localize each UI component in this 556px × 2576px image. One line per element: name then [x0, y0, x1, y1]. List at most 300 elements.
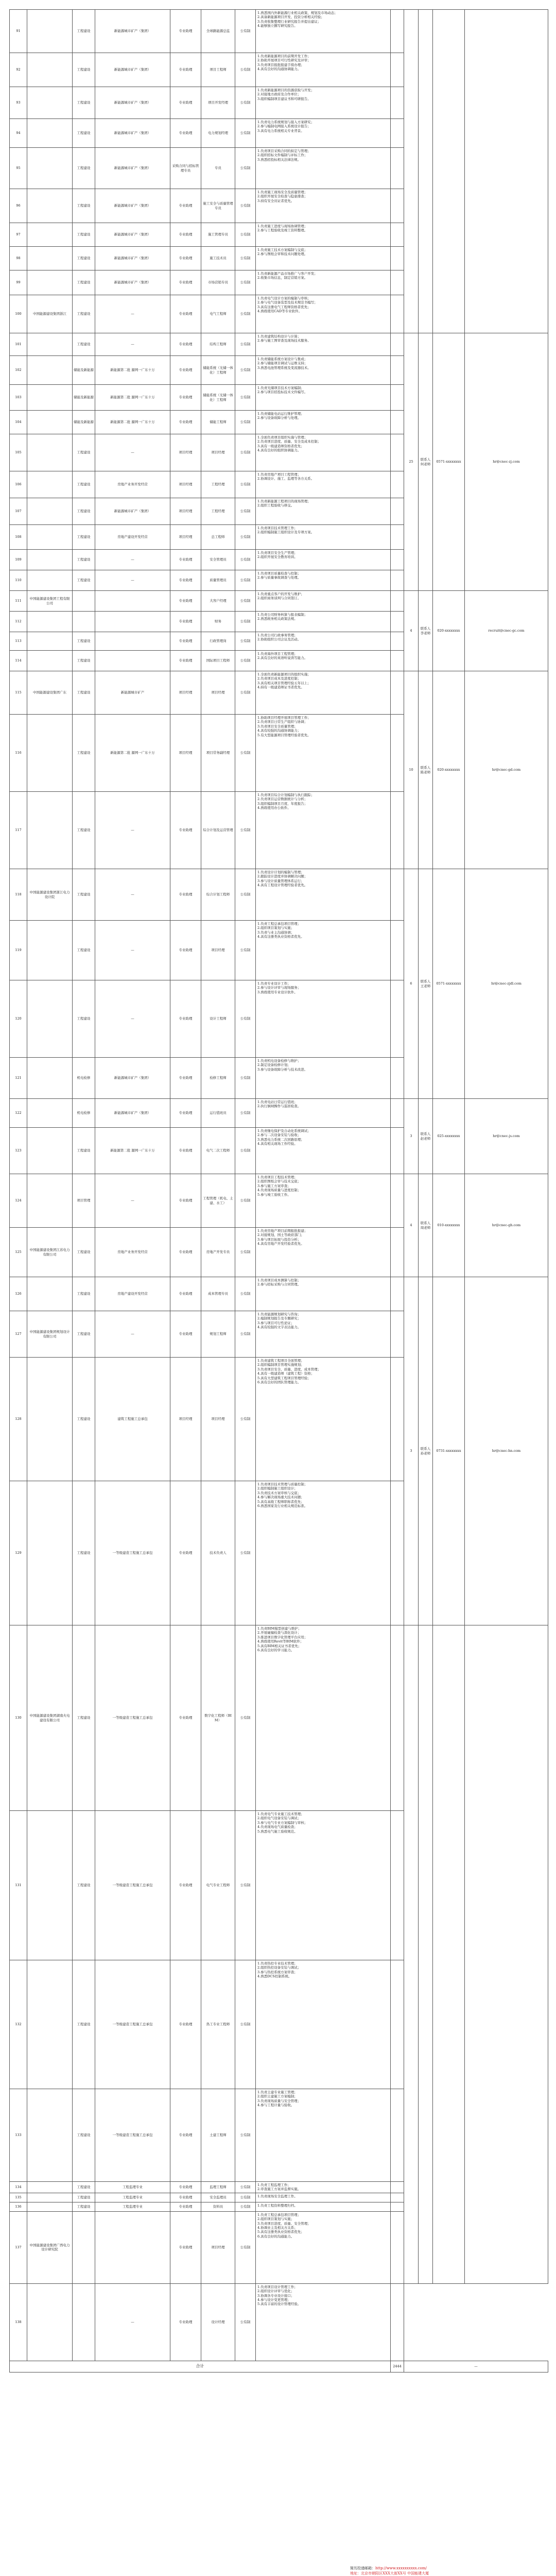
row-number: 116: [10, 715, 27, 792]
job-requirements: [256, 1811, 391, 1960]
job-category: 工程建设: [73, 53, 95, 87]
requirement-line: 4.参与工程计量与验收。: [257, 2103, 294, 2108]
business-segment: 新能源第二批 源网一广东十万: [95, 385, 170, 411]
job-category: 工程建设: [73, 247, 95, 270]
job-requirements: [256, 1277, 391, 1311]
headcount-cell: [391, 270, 404, 295]
ownership-type: 公有制: [235, 1277, 256, 1311]
employer-name: [27, 10, 73, 53]
requirement-line: 3.参与施工方案审查；: [257, 1183, 291, 1188]
contact-email: hr@cnec-gh.com: [465, 1174, 548, 1277]
row-number: 131: [10, 1811, 27, 1960]
headcount-cell: [391, 2202, 404, 2211]
job-category: 工程建设: [73, 223, 95, 247]
requirement-line: 1.负责专业设计工作；: [257, 981, 291, 986]
employer-name: [27, 270, 73, 295]
requirement-line: 6.具有良好的学习能力。: [257, 1648, 294, 1653]
job-requirements: [256, 87, 391, 119]
requirement-line: 1.负责继电保护及自动化系统调试；: [257, 1129, 311, 1133]
footer-link[interactable]: http://www.xxxxxxxxxx.com/: [375, 2566, 427, 2570]
headcount-cell: [391, 119, 404, 148]
position-level: 专业助理: [170, 792, 201, 869]
requirement-line: 4.具有房地产开发经验者优先。: [257, 1242, 304, 1246]
requirement-line: 2.跟踪设计进度并协调解决问题；: [257, 874, 308, 879]
headcount-cell: [391, 550, 404, 570]
requirement-line: 2.参与图纸会审和技术问题处理。: [257, 252, 308, 257]
row-number: 132: [10, 1960, 27, 2089]
job-title: 大客户经理: [201, 591, 235, 612]
position-level: 专业助理: [170, 651, 201, 671]
position-level: 专业助理: [170, 1277, 201, 1311]
requirement-line: 1.负责施工进度与现场协调管理；: [257, 224, 308, 228]
job-title: 技术负责人: [201, 1481, 235, 1625]
requirement-line: 3.负责项目安全、质量、进度、成本管理；: [257, 1367, 321, 1371]
employer-name: [27, 2283, 73, 2361]
contact-phone: 0571-xxxxxxxx: [433, 869, 465, 1099]
headcount-cell: [391, 148, 404, 189]
job-category: 工程建设: [73, 2193, 95, 2202]
position-level: 项目经理: [170, 434, 201, 471]
requirement-line: 1.负责储能系统方案设计与集成；: [257, 357, 308, 361]
ownership-type: 公有制: [235, 2211, 256, 2283]
business-segment: —: [95, 921, 170, 980]
job-title: 成本管理专员: [201, 1277, 235, 1311]
row-number: 109: [10, 550, 27, 570]
ownership-type: 公有制: [235, 223, 256, 247]
requirement-line: 3.参与项目可行性论证；: [257, 1320, 294, 1325]
business-segment: 新能源第二批 源网一广东十万: [95, 411, 170, 434]
ownership-type: 公有制: [235, 525, 256, 550]
job-title: 专员: [201, 148, 235, 189]
row-number: 103: [10, 385, 27, 411]
requirement-line: 2.参与设计评审与现场服务；: [257, 986, 301, 990]
headcount-cell: [391, 921, 404, 980]
group-headcount: 6: [404, 869, 419, 1099]
business-segment: 新能源城市矿产（集团）: [95, 223, 170, 247]
headcount-cell: [391, 2089, 404, 2182]
job-requirements: [256, 1625, 391, 1811]
row-number: 127: [10, 1311, 27, 1358]
row-number: 128: [10, 1358, 27, 1481]
headcount-cell: [391, 869, 404, 921]
business-segment: —: [95, 869, 170, 921]
position-level: 专业助理: [170, 270, 201, 295]
requirement-line: 3.参与热控系统方案审查；: [257, 1970, 298, 1974]
requirement-line: 1.负责能源规划研究与咨询；: [257, 1312, 301, 1316]
position-level: 专业助理: [170, 223, 201, 247]
page-footer: [350, 2566, 546, 2576]
requirement-line: 1.负责储能电站运行维护管理；: [257, 412, 304, 416]
row-number: 135: [10, 2193, 27, 2202]
job-title: 储能工程师: [201, 411, 235, 434]
requirement-line: 6.具有良好的沟通能力。: [257, 2234, 294, 2239]
requirement-line: 1.负责工程总承包项目管理；: [257, 2212, 301, 2217]
job-requirements: [256, 632, 391, 651]
job-requirements: [256, 434, 391, 471]
job-category: 工程建设: [73, 1358, 95, 1481]
job-category: [73, 2283, 95, 2361]
employer-name: [27, 792, 73, 869]
employer-name: [27, 1174, 73, 1228]
business-segment: 新能源城市矿产: [95, 671, 170, 715]
requirement-line: 1.负责工程监理工作；: [257, 2183, 291, 2187]
contact-person: 联系人 何老师: [419, 333, 433, 591]
employer-name: [27, 1277, 73, 1311]
business-segment: 新能源城市矿产（集团）: [95, 498, 170, 525]
requirement-line: 4.具有工程设计管理经验者优先。: [257, 883, 308, 888]
headcount-cell: [391, 1174, 404, 1228]
job-category: [73, 2211, 95, 2283]
job-requirements: [256, 333, 391, 356]
requirement-line: 5.具有丰富的设计管理经验。: [257, 2302, 301, 2307]
requirement-line: 1.负责热控专业技术管理；: [257, 1961, 298, 1965]
contact-person: 联系人 孙老师: [419, 1277, 433, 1625]
job-title: 工程经理: [201, 471, 235, 498]
requirement-line: 3.参与项目拓展与投资分析；: [257, 1237, 301, 1242]
requirement-line: 3.组织编制项目建议书和可研报告。: [257, 96, 311, 101]
row-number: 108: [10, 525, 27, 550]
contact-person: 联系人 王老师: [419, 869, 433, 1099]
requirement-line: 3.参与设计质量管理体系运行；: [257, 878, 304, 883]
headcount-cell: [391, 980, 404, 1058]
ownership-type: 公有制: [235, 189, 256, 223]
ownership-type: 公有制: [235, 295, 256, 333]
employer-name: [27, 980, 73, 1058]
position-level: 项目经理: [170, 1358, 201, 1481]
requirement-line: 4.熟悉DCS控制系统。: [257, 1974, 292, 1979]
requirement-line: 2.参与工程验收及竣工资料整理。: [257, 228, 308, 233]
job-category: 工程建设: [73, 148, 95, 189]
job-requirements: [256, 1311, 391, 1358]
row-number: 92: [10, 53, 27, 87]
requirement-line: 5.具有高级工程师职称者优先；: [257, 1499, 304, 1504]
job-title: 电力规划经理: [201, 119, 235, 148]
employer-name: [27, 2182, 73, 2193]
job-title: 施工安全与质量管理专员: [201, 189, 235, 223]
ownership-type: 公有制: [235, 2182, 256, 2193]
headcount-cell: [391, 1058, 404, 1099]
requirement-line: 2.参与电气设备选型及技术规范书编写；: [257, 300, 318, 305]
contact-person: 联系人 陈老师: [419, 671, 433, 869]
job-requirements: [256, 411, 391, 434]
position-level: 采购合同与招标管理专员: [170, 148, 201, 189]
ownership-type: 公有制: [235, 1228, 256, 1277]
job-title: 项目经理: [201, 921, 235, 980]
requirement-line: 2.参与质量事故调查与处理。: [257, 575, 301, 580]
job-category: [73, 591, 95, 612]
requirement-line: 2.对接规划、国土等政府部门；: [257, 1233, 304, 1238]
ownership-type: 公有制: [235, 1311, 256, 1358]
contact-phone: 025-xxxxxxxx: [433, 1099, 465, 1174]
headcount-cell: [391, 525, 404, 550]
job-requirements: [256, 2202, 391, 2211]
headcount-cell: [391, 715, 404, 792]
headcount-cell: [391, 632, 404, 651]
headcount-cell: [391, 1128, 404, 1174]
position-level: 专业助理: [170, 189, 201, 223]
requirement-line: 2.组织编制项目管理实施规划；: [257, 1363, 304, 1367]
business-segment: 房地产业务开发经营: [95, 471, 170, 498]
table-row: [10, 333, 548, 356]
job-category: 工程建设: [73, 921, 95, 980]
ownership-type: 公有制: [235, 632, 256, 651]
position-level: 专业助理: [170, 869, 201, 921]
business-segment: 建筑工程施工总承包: [95, 1358, 170, 1481]
business-segment: —: [95, 980, 170, 1058]
employer-name: [27, 2089, 73, 2182]
requirement-line: 2.组织工程验收与移交。: [257, 503, 294, 508]
position-level: 专业助理: [170, 119, 201, 148]
table-row: [10, 1277, 548, 1311]
requirement-line: 2.参与项目招投标技术文件编写。: [257, 390, 308, 395]
headcount-cell: [391, 356, 404, 385]
requirement-line: 2.组织设计评审与优化；: [257, 2289, 294, 2294]
job-title: 电气专业工程师: [201, 1811, 235, 1960]
table-row: [10, 591, 548, 612]
position-level: 专业助理: [170, 550, 201, 570]
business-segment: [95, 591, 170, 612]
headcount-cell: [391, 2193, 404, 2202]
requirement-line: 1.负责房地产项目工程管理；: [257, 472, 301, 477]
requirement-line: 6.熟悉国家及行业相关规范标准。: [257, 1504, 308, 1509]
job-category: 工程建设: [73, 1277, 95, 1311]
job-title: 财务: [201, 612, 235, 632]
requirement-line: 2.组织图纸会审与技术交底；: [257, 1179, 301, 1184]
ownership-type: 公有制: [235, 1128, 256, 1174]
requirement-line: 4.协调业主及相关方关系；: [257, 2226, 298, 2230]
requirement-line: 5.参与竣工验收工作。: [257, 1192, 291, 1197]
headcount-cell: [391, 1099, 404, 1128]
employer-name: [27, 525, 73, 550]
headcount-cell: [391, 612, 404, 632]
requirement-line: 2.制定设备检修计划；: [257, 1063, 291, 1067]
job-title: 项目经理: [201, 671, 235, 715]
business-segment: 新能源城市矿产（集团）: [95, 189, 170, 223]
business-segment: 新能源城市矿产（集团）: [95, 247, 170, 270]
row-number: 91: [10, 10, 27, 53]
requirement-line: 4.负责现场质量与进度控制；: [257, 1188, 301, 1193]
row-number: 110: [10, 570, 27, 591]
employer-name: [27, 411, 73, 434]
position-level: 专业助理: [170, 1174, 201, 1228]
position-level: 专业助理: [170, 980, 201, 1058]
job-category: 工程建设: [73, 2089, 95, 2182]
requirement-line: 3.熟悉电池管理系统及变流器技术。: [257, 365, 311, 370]
position-level: 专业助理: [170, 2182, 201, 2193]
ownership-type: 公有制: [235, 498, 256, 525]
employer-name: [27, 2202, 73, 2211]
requirement-line: 2.负责项目进度、质量、安全及成本控制；: [257, 439, 321, 444]
row-number: 118: [10, 869, 27, 921]
headcount-cell: [391, 1960, 404, 2089]
requirement-line: 3.负责项目安全质量管理；: [257, 724, 298, 728]
group-headcount: 4: [404, 1174, 419, 1277]
headcount-cell: [391, 434, 404, 471]
requirement-line: 1.全面负责项目组织实施与管理；: [257, 435, 308, 439]
headcount-cell: [391, 1811, 404, 1960]
requirement-line: 1.负责土建专业施工管理；: [257, 2090, 298, 2094]
job-requirements: [256, 270, 391, 295]
row-number: 106: [10, 471, 27, 498]
row-number: 137: [10, 2211, 27, 2283]
business-segment: 工程监理专业: [95, 2202, 170, 2211]
business-segment: 房地产建设开发经营: [95, 1277, 170, 1311]
requirement-line: 6.具有良好的团队管理能力。: [257, 1380, 301, 1385]
employer-name: [27, 247, 73, 270]
job-title: 质量管理员: [201, 570, 235, 591]
row-number: 95: [10, 148, 27, 189]
requirement-line: 4.具有一级建造师（建筑工程）资格；: [257, 1371, 315, 1376]
requirement-line: 1.负责项目质量检查与控制；: [257, 571, 301, 575]
table-row: [10, 1625, 548, 1811]
job-category: 工程建设: [73, 1625, 95, 1811]
position-level: 专业助理: [170, 411, 201, 434]
ownership-type: 公有制: [235, 148, 256, 189]
group-headcount: 3: [404, 1277, 419, 1625]
headcount-cell: [391, 471, 404, 498]
ownership-type: 公有制: [235, 980, 256, 1058]
requirement-line: 2.组织项目策划与实施；: [257, 926, 294, 930]
employer-name: [27, 356, 73, 385]
job-requirements: [256, 591, 391, 612]
position-level: 专业助理: [170, 1128, 201, 1174]
job-category: 工程建设: [73, 651, 95, 671]
headcount-cell: [391, 2283, 404, 2361]
job-category: 工程建设: [73, 550, 95, 570]
job-requirements: [256, 356, 391, 385]
job-category: 工程建设: [73, 471, 95, 498]
requirement-line: 5.熟悉电气施工验收规范。: [257, 1829, 298, 1834]
requirement-line: 1.负责工程总承包项目管理；: [257, 922, 301, 926]
business-segment: [95, 651, 170, 671]
headcount-cell: [391, 223, 404, 247]
group-headcount: 10: [404, 671, 419, 869]
job-title: 项目开发经理: [201, 87, 235, 119]
row-number: 101: [10, 333, 27, 356]
position-level: 专业助理: [170, 2211, 201, 2283]
row-number: 130: [10, 1625, 27, 1811]
requirement-line: 1.负责电气专业施工技术管理；: [257, 1812, 304, 1816]
requirement-line: 1.负责光储项目技术方案编制；: [257, 386, 304, 390]
ownership-type: 公有制: [235, 612, 256, 632]
requirement-line: 1.负责电站日常运行值班；: [257, 1100, 298, 1104]
job-requirements: [256, 498, 391, 525]
requirement-line: 2.具有良好的英语听说读写能力。: [257, 656, 308, 660]
row-number: 93: [10, 87, 27, 119]
row-number: 117: [10, 792, 27, 869]
employer-name: 中国能源建设集团湖南火电建设有限公司: [27, 1625, 73, 1811]
job-requirements: [256, 671, 391, 715]
employer-name: [27, 570, 73, 591]
job-requirements: [256, 980, 391, 1058]
requirement-line: 2.组织项目策划与实施；: [257, 2217, 294, 2222]
contact-phone: 020-xxxxxxxx: [433, 671, 465, 869]
business-segment: [95, 612, 170, 632]
table-row: [10, 869, 548, 921]
ownership-type: 公有制: [235, 2193, 256, 2202]
requirement-line: 5.具有BIM相关证书者优先；: [257, 1643, 302, 1648]
requirement-line: 3.组织编制项目月度、年度报告；: [257, 801, 308, 806]
row-number: 123: [10, 1128, 27, 1174]
total-value: 2444: [391, 2361, 404, 2372]
job-category: 工程建设: [73, 980, 95, 1058]
job-title: 项目常务副经理: [201, 715, 235, 792]
business-segment: 新能源城市矿产（集团）: [95, 119, 170, 148]
contact-email: recruit@cnec-gc.com: [465, 591, 548, 671]
job-title: 行政管理岗: [201, 632, 235, 651]
requirement-line: 2.协助开展项目可行性研究及评审；: [257, 58, 311, 63]
job-title: 项目经理: [201, 2211, 235, 2283]
requirement-line: 4.具有较强的沟通协调能力；: [257, 728, 301, 733]
row-number: 121: [10, 1058, 27, 1099]
requirement-line: 2.协调设计、施工、监理等各方关系。: [257, 477, 315, 481]
job-title: 综合计划及运营管理: [201, 792, 235, 869]
job-title: 热工专业工程师: [201, 1960, 235, 2089]
position-level: 专业助理: [170, 632, 201, 651]
business-segment: 新能源城市矿产（集团）: [95, 1099, 170, 1128]
requirement-line: 1.负责项目设计管理工作；: [257, 2284, 298, 2289]
job-category: 工程建设: [73, 632, 95, 651]
headcount-cell: [391, 189, 404, 223]
job-category: 工程建设: [73, 498, 95, 525]
employer-name: [27, 189, 73, 223]
job-requirements: [256, 1128, 391, 1174]
position-level: 专业助理: [170, 1960, 201, 2089]
job-requirements: [256, 10, 391, 53]
row-number: 114: [10, 651, 27, 671]
position-level: 专业助理: [170, 2089, 201, 2182]
job-category: 工程建设: [73, 189, 95, 223]
employer-name: [27, 1811, 73, 1960]
employer-name: [27, 651, 73, 671]
job-requirements: [256, 2182, 391, 2193]
requirement-line: 2.组织商务谈判与合同签订。: [257, 596, 301, 601]
ownership-type: 公有制: [235, 247, 256, 270]
table-row: [10, 671, 548, 715]
contact-email: [465, 1625, 548, 2284]
requirement-line: 1.负责公司财务核算与报表编制；: [257, 613, 308, 617]
requirement-line: 2.对接地方政府及合作单位；: [257, 92, 301, 97]
job-requirements: [256, 385, 391, 411]
ownership-type: 公有制: [235, 87, 256, 119]
ownership-type: 公有制: [235, 1960, 256, 2089]
contact-person: 联系人 周老师: [419, 1174, 433, 1277]
requirement-line: 1.负责新能源工程项目的现场管理；: [257, 499, 311, 503]
employer-name: [27, 333, 73, 356]
requirement-line: 1.负责项目综合计划编制与执行跟踪；: [257, 793, 315, 797]
job-title: 施工管理专员: [201, 223, 235, 247]
requirement-line: 3.具有电力系统相关专业背景。: [257, 128, 304, 133]
business-segment: —: [95, 2283, 170, 2361]
ownership-type: 公有制: [235, 385, 256, 411]
requirement-line: 1.负责公司行政事务管理；: [257, 633, 298, 637]
employer-name: 中国能源建设集团浙江电力设计院: [27, 869, 73, 921]
requirement-line: 1.负责项目成本测算与控制；: [257, 1278, 301, 1282]
job-requirements: [256, 247, 391, 270]
employer-name: [27, 2193, 73, 2202]
position-level: 专业助理: [170, 921, 201, 980]
job-requirements: [256, 471, 391, 498]
job-requirements: [256, 2193, 391, 2202]
employer-name: 中国能源建设集团规划设计有限公司: [27, 1311, 73, 1358]
business-segment: 一等级建造工程施工总承包: [95, 1811, 170, 1960]
contact-email: hr@cnec-hn.com: [465, 1277, 548, 1625]
position-level: 专业助理: [170, 247, 201, 270]
job-category: 工程建设: [73, 792, 95, 869]
job-title: 项目经理: [201, 1358, 235, 1481]
group-headcount: [404, 1625, 419, 2284]
position-level: 专业助理: [170, 1811, 201, 1960]
